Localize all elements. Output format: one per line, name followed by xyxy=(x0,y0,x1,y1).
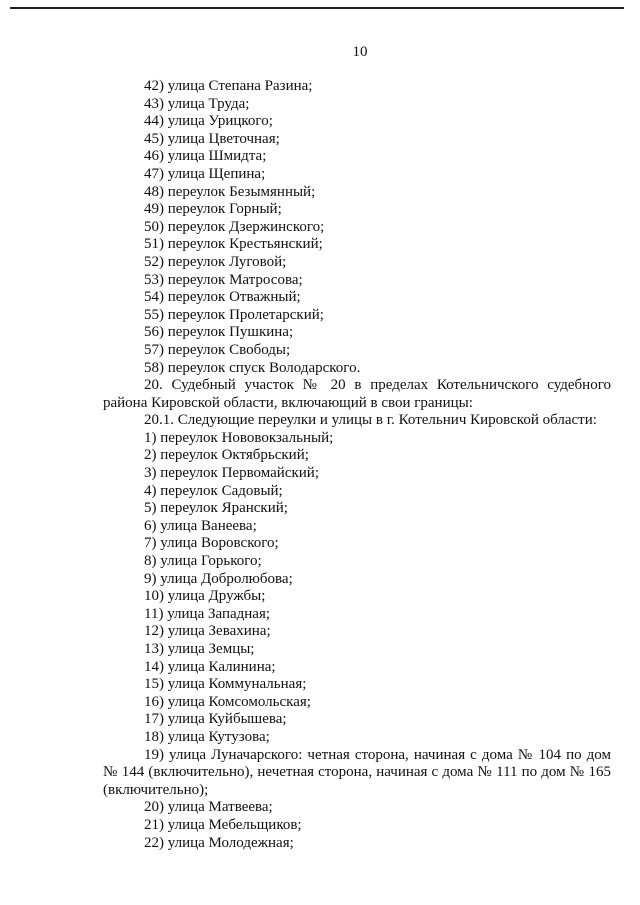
top-border-rule xyxy=(10,7,624,9)
list-item: 16) улица Комсомольская; xyxy=(144,693,311,710)
section-20-1-heading: 20.1. Следующие переулки и улицы в г. Котельнич Кировской области: xyxy=(144,412,597,429)
document-body xyxy=(103,78,611,852)
list-item: 50) переулок Дзержинского; xyxy=(144,218,325,235)
list-item: 57) переулок Свободы; xyxy=(144,341,291,358)
list-item: 44) улица Урицкого; xyxy=(144,113,273,130)
section-20-paragraph: 20. Судебный участок № 20 в пределах Котельничского судебного района Кировской области, включающий в свои границы: xyxy=(103,377,611,411)
list-item: 12) улица Зевахина; xyxy=(144,623,271,640)
list-item: 9) улица Добролюбова; xyxy=(144,570,293,587)
list-item: 54) переулок Отважный; xyxy=(144,289,301,306)
list-item: 17) улица Куйбышева; xyxy=(144,711,287,728)
list-item: 43) улица Труда; xyxy=(144,95,250,112)
list-item: 2) переулок Октябрьский; xyxy=(144,447,309,464)
list-item: 55) переулок Пролетарский; xyxy=(144,306,324,323)
list-item: 4) переулок Садовый; xyxy=(144,482,283,499)
page-number: 10 xyxy=(352,44,368,60)
list-item: 18) улица Кутузова; xyxy=(144,728,270,745)
list-item: 11) улица Западная; xyxy=(144,605,271,622)
list-item: 52) переулок Луговой; xyxy=(144,253,287,270)
list-item: 5) переулок Яранский; xyxy=(144,500,288,517)
list-item: 49) переулок Горный; xyxy=(144,201,282,218)
list-item: 7) улица Воровского; xyxy=(144,535,279,552)
street-list-section-20-1-continued xyxy=(103,799,611,852)
list-item: 22) улица Молодежная; xyxy=(144,834,294,851)
list-item: 47) улица Щепина; xyxy=(144,165,266,182)
list-item: 56) переулок Пушкина; xyxy=(144,324,294,341)
list-item: 58) переулок спуск Володарского. xyxy=(144,359,361,376)
list-item: 45) улица Цветочная; xyxy=(144,130,280,147)
list-item: 6) улица Ванеева; xyxy=(144,517,257,534)
list-item: 20) улица Матвеева; xyxy=(144,799,273,816)
list-item-19-luncharskogo: 19) улица Луначарского: четная сторона, начиная с дома № 104 по дом № 144 (включительно), нечетная сторона, начиная с дома № 111 по дом № 165 (включительно); xyxy=(103,746,611,798)
street-list-section-20-1 xyxy=(103,430,611,747)
list-item: 1) переулок Нововокзальный; xyxy=(144,429,334,446)
street-list-section-19-continued xyxy=(103,78,611,377)
list-item: 42) улица Степана Разина; xyxy=(144,78,313,94)
list-item: 10) улица Дружбы; xyxy=(144,588,266,605)
list-item: 15) улица Коммунальная; xyxy=(144,676,307,693)
list-item: 48) переулок Безымянный; xyxy=(144,183,316,200)
list-item: 46) улица Шмидта; xyxy=(144,148,267,165)
list-item: 3) переулок Первомайский; xyxy=(144,465,320,482)
list-item: 14) улица Калинина; xyxy=(144,658,276,675)
list-item: 13) улица Земцы; xyxy=(144,641,255,657)
list-item: 53) переулок Матросова; xyxy=(144,271,303,288)
list-item: 8) улица Горького; xyxy=(144,553,262,570)
list-item: 21) улица Мебельщиков; xyxy=(144,816,302,833)
list-item: 51) переулок Крестьянский; xyxy=(144,236,323,253)
